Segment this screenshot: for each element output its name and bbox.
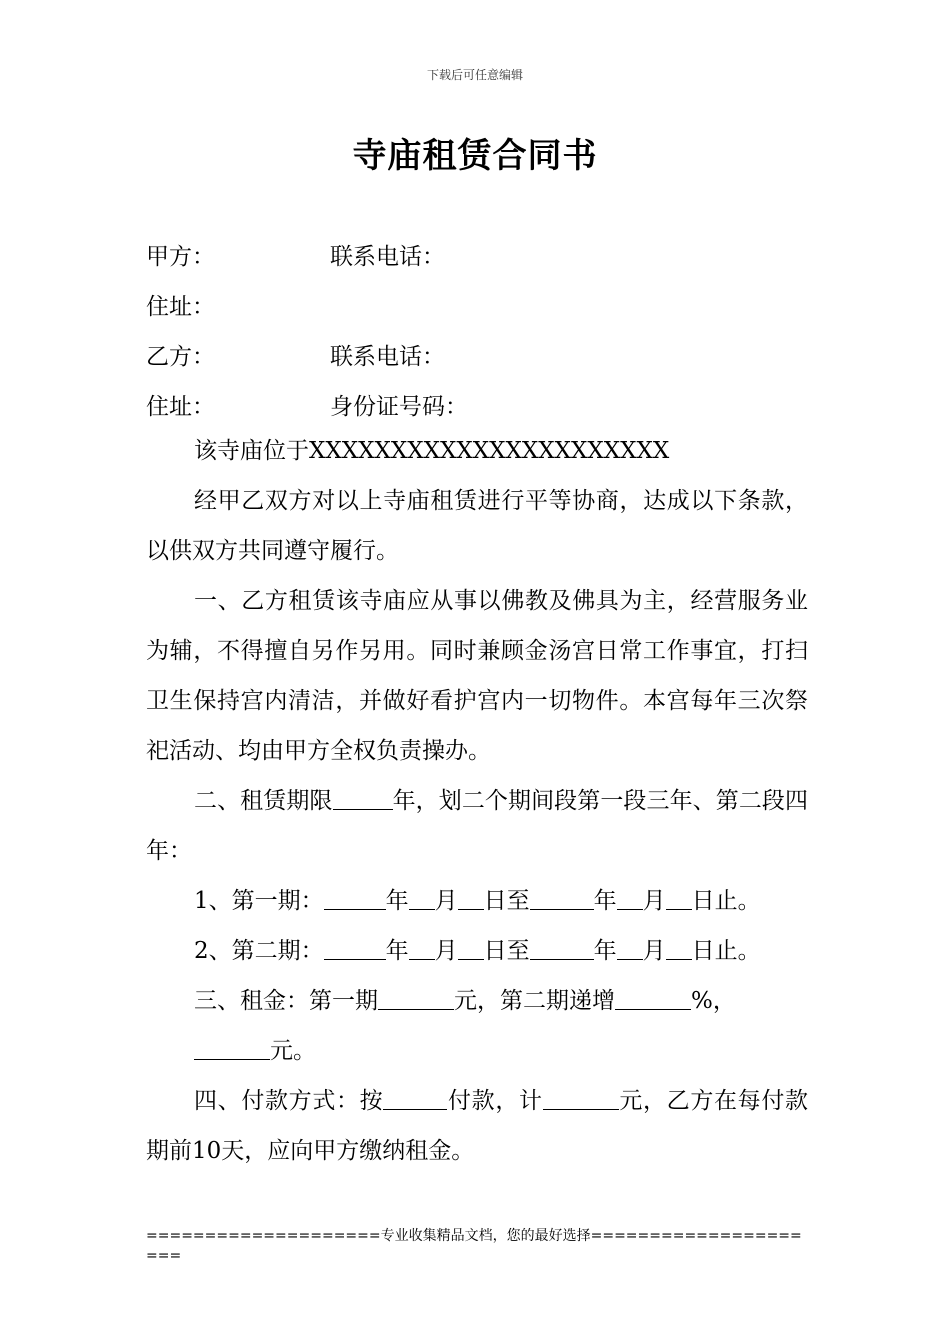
day-to-label: 日至 [483,938,530,964]
year-label: 年 [593,888,617,914]
address-b-line [146,388,468,421]
day-end-label: 日止。 [691,888,761,914]
phone-b-label: 联系电话： [330,344,445,370]
period-2 [146,926,808,976]
blank [409,885,435,910]
clause-2-text-b: 年，划二个期间段第一段三年、第二段四年： [146,788,809,864]
blank [617,935,643,960]
clause-3 [146,976,808,1026]
party-b-label: 乙方： [146,344,215,370]
year-label: 年 [593,938,617,964]
header-note: 下载后可任意编辑 [426,68,523,82]
clause-2 [146,776,808,876]
clause-4-text-c: 元，乙方在每付款期前10天，应向甲方缴纳租金。 [146,1088,809,1164]
id-b-label: 身份证号码： [330,394,468,420]
clause-1: 一、乙方租赁该寺庙应从事以佛教及佛具为主，经营服务业为辅，不得擅自另作另用。同时兼顾金汤宫日常工作事宜，打扫卫生保持宫内清洁，并做好看护宫内一切物件。本宫每年三次祭祀活动、均由甲方全权负责操办。 [146,588,808,764]
blank [530,935,594,960]
clause-3-text-a: 三、租金：第一期 [194,988,378,1014]
clause-2-text-a: 二、租赁期限 [194,788,333,814]
address-a-line [146,288,215,321]
blank-payment-amount [543,1085,619,1110]
location-paragraph: 该寺庙位于XXXXXXXXXXXXXXXXXXXXXX [194,438,670,464]
blank [617,885,643,910]
blank [324,885,386,910]
period-1 [146,876,808,926]
period-2-label: 2、第二期： [194,938,324,964]
blank [666,935,692,960]
clause-4-text-a: 四、付款方式：按 [194,1088,384,1114]
blank [530,885,594,910]
address-a-label: 住址： [146,294,215,320]
address-b-label: 住址： [146,394,215,420]
blank-increase-rate [615,985,691,1010]
clause-3-text-d: 元。 [270,1038,316,1064]
period-1-label: 1、第一期： [194,888,324,914]
clause-3-text-c: %， [691,988,736,1014]
blank [458,935,484,960]
party-a-label: 甲方： [146,244,215,270]
blank [409,935,435,960]
intro-paragraph: 经甲乙双方对以上寺庙租赁进行平等协商，达成以下条款，以供双方共同遵守履行。 [146,488,808,564]
month-label: 月 [434,938,458,964]
blank-lease-years [333,785,393,810]
month-label: 月 [434,888,458,914]
blank [324,935,386,960]
blank [458,885,484,910]
month-label: 月 [642,938,666,964]
clause-3-text-b: 元，第二期递增 [454,988,615,1014]
day-end-label: 日止。 [691,938,761,964]
year-label: 年 [385,888,409,914]
blank-first-rent [378,985,454,1010]
year-label: 年 [385,938,409,964]
day-to-label: 日至 [483,888,530,914]
blank-payment-period [383,1085,447,1110]
month-label: 月 [642,888,666,914]
blank [666,885,692,910]
clause-4-text-b: 付款，计 [447,1088,543,1114]
party-a-line [146,238,445,271]
document-title: 寺庙租赁合同书 [352,136,598,176]
clause-3-cont [146,1026,808,1076]
footer-banner: ====================专业收集精品文档，您的最好选择===================== [146,1228,802,1264]
party-b-line [146,338,445,371]
blank-second-rent [194,1035,270,1060]
phone-a-label: 联系电话： [330,244,445,270]
clause-4 [146,1076,808,1176]
